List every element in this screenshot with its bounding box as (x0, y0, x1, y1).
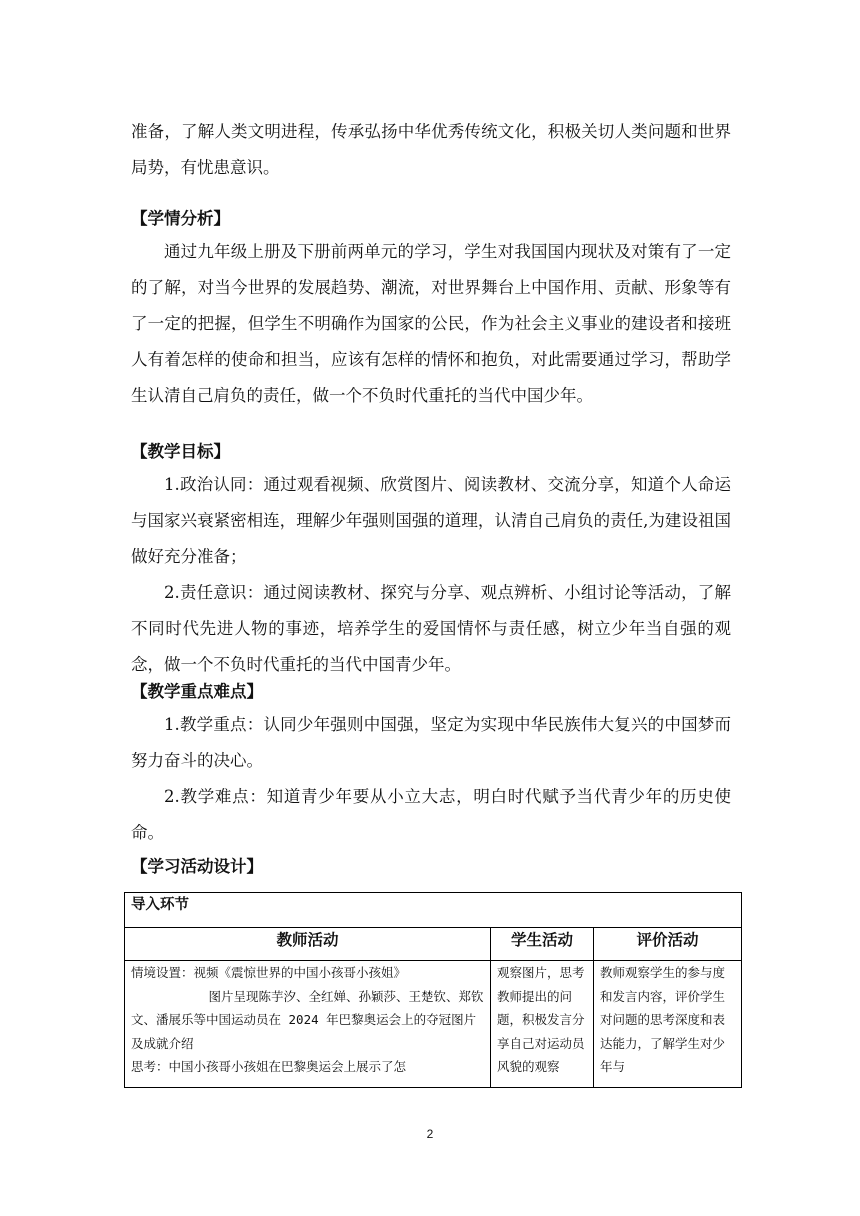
header-teacher-activity: 教师活动 (125, 928, 491, 961)
objective-item-1: 1.政治认同：通过观看视频、欣赏图片、阅读教材、交流分享，知道个人命运与国家兴衰紧密相连，理解少年强则国强的道理，认清自己肩负的责任,为建设祖国做好充分准备； (131, 475, 731, 566)
student-activity-cell (491, 961, 594, 1088)
key-point-item-1: 1.教学重点：认同少年强则中国强，坚定为实现中华民族伟大复兴的中国梦而努力奋斗的决心。 (131, 715, 731, 770)
student-activity-text: 观察图片，思考教师提出的问题，积极发言分享自己对运动员风貌的观察 (497, 965, 585, 1074)
teacher-activity-cell (125, 961, 491, 1088)
key-points-heading: 【教学重点难点】 (131, 682, 263, 701)
page-number: 2 (426, 1127, 434, 1141)
objectives-heading: 【教学目标】 (131, 442, 230, 461)
activity-design-heading: 【学习活动设计】 (131, 857, 263, 876)
header-student-activity: 学生活动 (491, 928, 594, 961)
evaluation-activity-cell (594, 961, 742, 1088)
table-section-label: 导入环节 (125, 893, 742, 928)
objective-item-2: 2.责任意识：通过阅读教材、探究与分享、观点辨析、小组讨论等活动，了解不同时代先进人物的事迹，培养学生的爱国情怀与责任感，树立少年当自强的观念，做一个不负时代重托的当代中国青少年。 (131, 583, 731, 674)
evaluation-activity-text: 教师观察学生的参与度和发言内容，评价学生对问题的思考深度和表达能力，了解学生对少年与 (600, 965, 726, 1074)
table-row (125, 961, 742, 1088)
intro-paragraph: 准备，了解人类文明进程，传承弘扬中华优秀传统文化，积极关切人类问题和世界局势，有忧患意识。 (131, 122, 731, 177)
key-point-item-2: 2.教学难点：知道青少年要从小立大志，明白时代赋予当代青少年的历史使命。 (131, 787, 731, 842)
teacher-line-question: 思考：中国小孩哥小孩姐在巴黎奥运会上展示了怎 (131, 1059, 407, 1074)
student-analysis-heading: 【学情分析】 (131, 209, 230, 228)
table-section-row (125, 893, 742, 928)
student-analysis-text: 通过九年级上册及下册前两单元的学习，学生对我国国内现状及对策有了一定的了解，对当今世界的发展趋势、潮流，对世界舞台上中国作用、贡献、形象等有了一定的把握，但学生不明确作为国家的公民，作为社会主义事业的建设者和接班人有着怎样的使命和担当，应该有怎样的情怀和抱负，对此需要通过学习，帮助学生认清自己肩负的责任，做一个不负时代重托的当代中国少年。 (131, 242, 731, 405)
header-evaluation-activity: 评价活动 (594, 928, 742, 961)
table-header-row (125, 928, 742, 961)
teacher-line-pictures: 图片呈现陈芋汐、全红婵、孙颖莎、王楚钦、郑钦文、潘展乐等中国运动员在 2024 年巴黎奥运会上的夺冠图片及成就介绍 (131, 988, 484, 1051)
teacher-line-scenario: 情境设置：视频《震惊世界的中国小孩哥小孩姐》 (131, 965, 407, 980)
activity-table (124, 892, 742, 1088)
